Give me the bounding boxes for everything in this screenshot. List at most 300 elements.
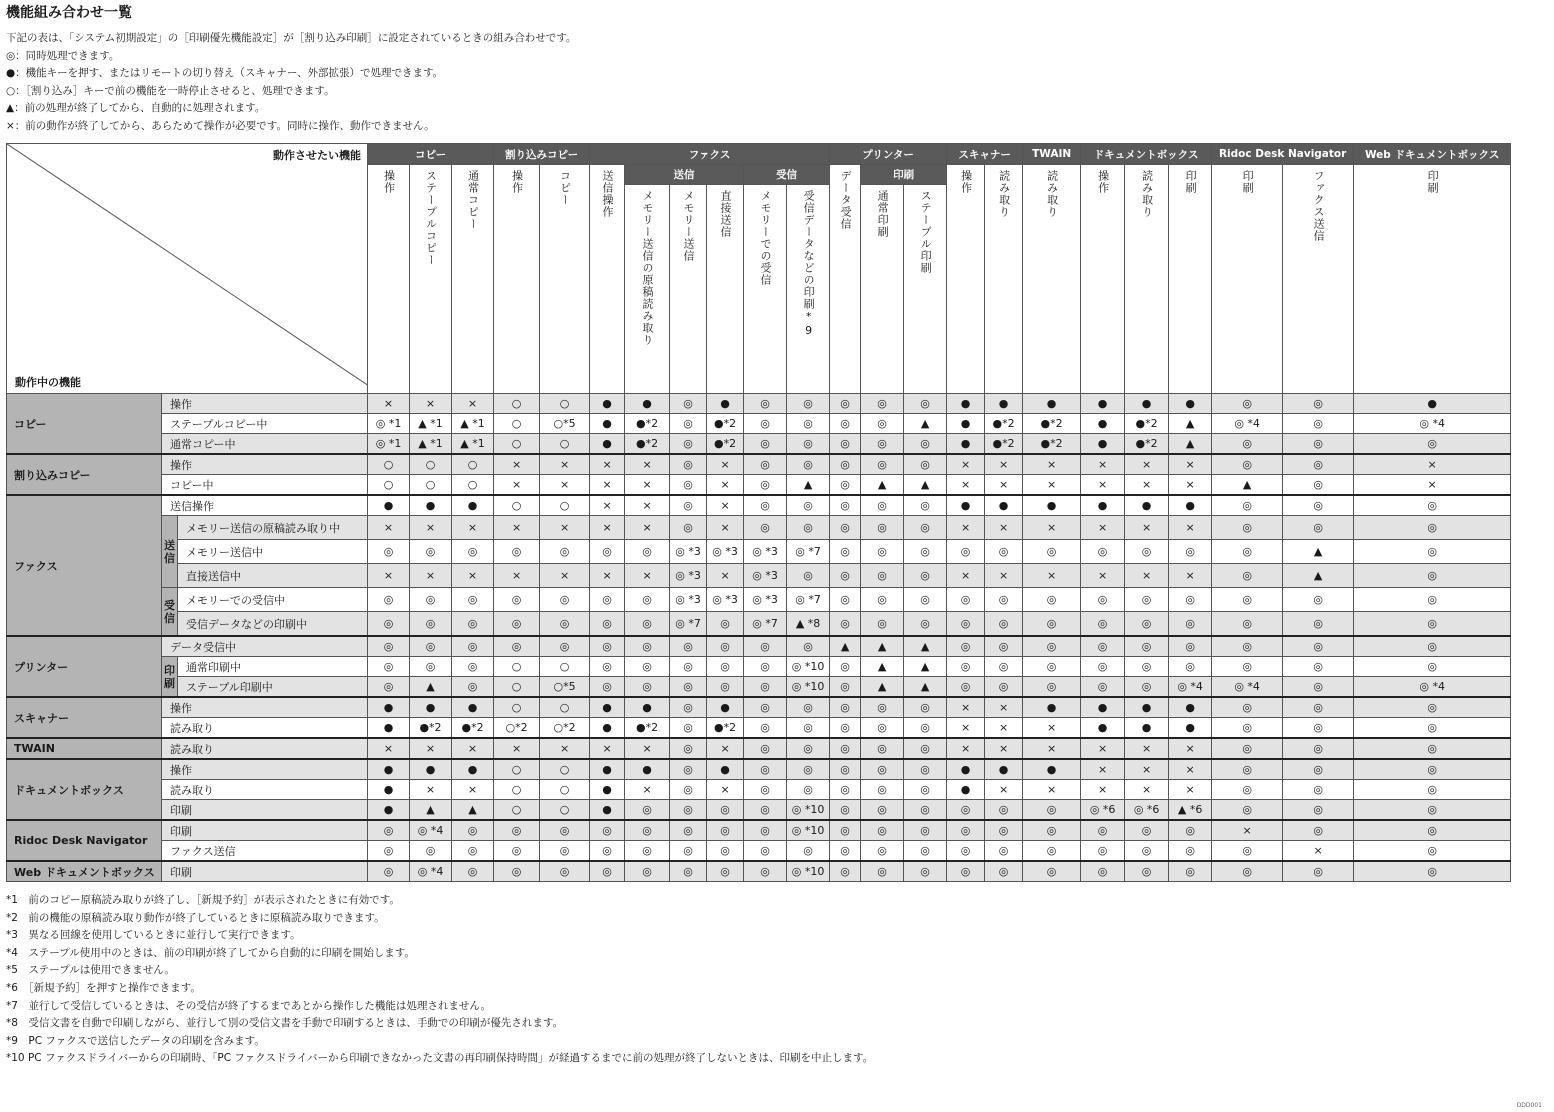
cell-value: ◎ bbox=[1081, 657, 1125, 677]
cell-value: ◎ bbox=[452, 841, 494, 862]
cell-value: ● bbox=[985, 759, 1023, 780]
cell-value: ◎ bbox=[787, 434, 830, 455]
col-header-label: 読み取り bbox=[997, 170, 1011, 218]
cell-value: ◎ bbox=[494, 820, 540, 841]
cell-value: ◎ bbox=[452, 540, 494, 564]
cell-value: × bbox=[1169, 780, 1212, 800]
cell-value: ◎ bbox=[861, 697, 904, 718]
cell-value: ◎ bbox=[1354, 738, 1511, 759]
cell-value: ●*2 bbox=[1125, 414, 1169, 434]
cell-value: ◎ bbox=[830, 495, 861, 516]
cell-value: × bbox=[947, 564, 985, 588]
table-row bbox=[7, 800, 1511, 821]
cell-value: ◎ *3 bbox=[707, 588, 744, 612]
cell-value: ◎ bbox=[1125, 540, 1169, 564]
cell-value: ○ bbox=[494, 414, 540, 434]
row-label: 直接送信中 bbox=[178, 564, 368, 588]
cell-value: × bbox=[1212, 820, 1283, 841]
cell-value: ◎ bbox=[1212, 495, 1283, 516]
cell-value: ◎ bbox=[744, 820, 787, 841]
cell-value: ◎ bbox=[625, 657, 670, 677]
cell-value: ◎ *3 bbox=[707, 540, 744, 564]
cell-value: ◎ bbox=[452, 657, 494, 677]
cell-value: ◎ *3 bbox=[744, 588, 787, 612]
cell-value: ◎ bbox=[744, 780, 787, 800]
cell-value: ◎ bbox=[1023, 800, 1081, 821]
cell-value: ◎ bbox=[1212, 800, 1283, 821]
cell-value: ◎ bbox=[540, 820, 590, 841]
row-label: 受信データなどの印刷中 bbox=[178, 612, 368, 637]
row-group-label: ドキュメントボックス bbox=[7, 759, 162, 820]
cell-value: ◎ bbox=[830, 780, 861, 800]
cell-value: ◎ bbox=[1283, 657, 1354, 677]
cell-value: × bbox=[1169, 516, 1212, 540]
cell-value: × bbox=[1081, 564, 1125, 588]
cell-value: ◎ bbox=[861, 718, 904, 739]
cell-value: × bbox=[947, 475, 985, 496]
cell-value: ◎ bbox=[744, 516, 787, 540]
table-row bbox=[7, 495, 1511, 516]
col-header-label: 読み取り bbox=[1045, 170, 1059, 218]
cell-value: ● bbox=[1081, 718, 1125, 739]
cell-value: ●*2 bbox=[625, 718, 670, 739]
cell-value: ◎ bbox=[1212, 564, 1283, 588]
cell-value: ◎ bbox=[707, 820, 744, 841]
cell-value: ●*2 bbox=[707, 414, 744, 434]
cell-value: ○ bbox=[540, 657, 590, 677]
cell-value: ● bbox=[452, 697, 494, 718]
cell-value: ◎ bbox=[830, 612, 861, 637]
cell-value: ◎ bbox=[985, 657, 1023, 677]
cell-value: × bbox=[368, 516, 410, 540]
cell-value: × bbox=[1125, 780, 1169, 800]
cell-value: × bbox=[1125, 564, 1169, 588]
cell-value: × bbox=[1169, 454, 1212, 475]
col-header-label: 読み取り bbox=[1140, 170, 1154, 218]
col-header bbox=[368, 165, 410, 394]
col-header bbox=[670, 185, 707, 394]
cell-value: ▲ bbox=[1283, 564, 1354, 588]
cell-value: ◎ bbox=[670, 434, 707, 455]
cell-value: × bbox=[707, 780, 744, 800]
row-group-label: Web ドキュメントボックス bbox=[7, 861, 162, 882]
cell-value: ◎ bbox=[861, 588, 904, 612]
col-group-web-document-box: Web ドキュメントボックス bbox=[1354, 144, 1511, 165]
cell-value: ◎ bbox=[904, 516, 947, 540]
cell-value: ◎ bbox=[1283, 588, 1354, 612]
cell-value: ◎ bbox=[1283, 820, 1354, 841]
cell-value: ◎ bbox=[830, 540, 861, 564]
cell-value: ●*2 bbox=[1023, 414, 1081, 434]
cell-value: ● bbox=[590, 759, 625, 780]
cell-value: ◎ bbox=[830, 588, 861, 612]
col-group-twain: TWAIN bbox=[1023, 144, 1081, 165]
col-header-label: 操作 bbox=[510, 170, 524, 194]
cell-value: ● bbox=[947, 434, 985, 455]
cell-value: ○ bbox=[494, 495, 540, 516]
cell-value: ●*2 bbox=[707, 718, 744, 739]
table-row bbox=[7, 677, 1511, 698]
cell-value: × bbox=[410, 780, 452, 800]
cell-value: ◎ bbox=[830, 414, 861, 434]
cell-value: ◎ bbox=[985, 841, 1023, 862]
cell-value: ◎ bbox=[904, 394, 947, 414]
table-row bbox=[7, 780, 1511, 800]
cell-value: ◎ bbox=[494, 540, 540, 564]
cell-value: ◎ bbox=[744, 495, 787, 516]
table-row bbox=[7, 394, 1511, 414]
row-group-label: ファクス bbox=[7, 495, 162, 636]
cell-value: ○ bbox=[540, 759, 590, 780]
cell-value: ◎ bbox=[1081, 540, 1125, 564]
cell-value: ▲ bbox=[904, 636, 947, 657]
cell-value: ◎ bbox=[410, 588, 452, 612]
cell-value: × bbox=[1081, 516, 1125, 540]
cell-value: × bbox=[540, 475, 590, 496]
cell-value: ▲ *8 bbox=[787, 612, 830, 637]
cell-value: ◎ bbox=[1354, 841, 1511, 862]
cell-value: × bbox=[625, 475, 670, 496]
col-header bbox=[947, 165, 985, 394]
cell-value: × bbox=[590, 475, 625, 496]
cell-value: ◎ bbox=[1283, 636, 1354, 657]
cell-value: × bbox=[1354, 454, 1511, 475]
col-subgroup-printer-print: 印刷 bbox=[861, 165, 947, 185]
cell-value: ◎ bbox=[830, 697, 861, 718]
cell-value: ●*2 bbox=[985, 414, 1023, 434]
cell-value: × bbox=[1354, 475, 1511, 496]
cell-value: ◎ bbox=[904, 434, 947, 455]
col-header-label: 印刷 bbox=[1241, 170, 1255, 194]
cell-value: ◎ bbox=[1283, 697, 1354, 718]
cell-value: ◎ bbox=[1023, 657, 1081, 677]
cell-value: ◎ bbox=[368, 540, 410, 564]
cell-value: ◎ bbox=[494, 612, 540, 637]
col-header bbox=[1023, 165, 1081, 394]
cell-value: ◎ bbox=[1212, 861, 1283, 882]
cell-value: ◎ bbox=[625, 677, 670, 698]
cell-value: ◎ *4 bbox=[1212, 414, 1283, 434]
col-header-label: 直接送信 bbox=[719, 190, 733, 238]
cell-value: ◎ bbox=[861, 612, 904, 637]
cell-value: ● bbox=[1169, 495, 1212, 516]
cell-value: ◎ bbox=[1023, 540, 1081, 564]
cell-value: × bbox=[947, 718, 985, 739]
cell-value: ◎ bbox=[787, 636, 830, 657]
col-header bbox=[494, 165, 540, 394]
cell-value: ◎ bbox=[590, 841, 625, 862]
cell-value: ◎ bbox=[625, 540, 670, 564]
cell-value: ○ bbox=[494, 780, 540, 800]
cell-value: ● bbox=[410, 697, 452, 718]
cell-value: ◎ *4 bbox=[410, 861, 452, 882]
cell-value: ● bbox=[1081, 495, 1125, 516]
cell-value: × bbox=[452, 780, 494, 800]
cell-value: ▲ *1 bbox=[452, 414, 494, 434]
col-header bbox=[540, 165, 590, 394]
cell-value: ◎ bbox=[744, 841, 787, 862]
cell-value: ◎ bbox=[1081, 588, 1125, 612]
cell-value: ◎ bbox=[985, 612, 1023, 637]
cell-value: ◎ bbox=[1283, 394, 1354, 414]
col-subgroup-fax-send: 送信 bbox=[625, 165, 744, 185]
legend-cross: ×：前の動作が終了してから、あらためて操作が必要です。同時に操作、動作できません。 bbox=[6, 119, 435, 132]
row-label: 操作 bbox=[162, 759, 368, 780]
footnote: *7 並行して受信しているときは、その受信が終了するまであとから操作した機能は処理されません。 bbox=[6, 999, 492, 1012]
col-header-label: メモリー送信 bbox=[682, 190, 696, 262]
cell-value: × bbox=[707, 454, 744, 475]
cell-value: ● bbox=[1023, 759, 1081, 780]
cell-value: ◎ bbox=[625, 820, 670, 841]
col-group-document-box: ドキュメントボックス bbox=[1081, 144, 1212, 165]
cell-value: ◎ bbox=[540, 861, 590, 882]
cell-value: ●*2 bbox=[452, 718, 494, 739]
legend-filled-circle: ●：機能キーを押す、またはリモートの切り替え（スキャナー、外部拡張）で処理できます。 bbox=[6, 67, 444, 79]
cell-value: ◎ bbox=[1125, 861, 1169, 882]
cell-value: ◎ bbox=[670, 718, 707, 739]
cell-value: ▲ *1 bbox=[452, 434, 494, 455]
cell-value: × bbox=[1125, 454, 1169, 475]
cell-value: × bbox=[1125, 738, 1169, 759]
cell-value: ● bbox=[1354, 394, 1511, 414]
cell-value: ◎ bbox=[861, 564, 904, 588]
cell-value: ◎ bbox=[830, 841, 861, 862]
row-label: ファクス送信 bbox=[162, 841, 368, 862]
col-group-printer: プリンター bbox=[830, 144, 947, 165]
cell-value: ▲ *6 bbox=[1169, 800, 1212, 821]
cell-value: ◎ bbox=[1125, 612, 1169, 637]
row-group-label: Ridoc Desk Navigator bbox=[7, 820, 162, 861]
cell-value: ◎ bbox=[1212, 394, 1283, 414]
row-subgroup-label: 受信 bbox=[162, 588, 178, 637]
cell-value: ◎ bbox=[368, 861, 410, 882]
cell-value: ◎ *1 bbox=[368, 434, 410, 455]
cell-value: ○*2 bbox=[540, 718, 590, 739]
cell-value: × bbox=[1081, 454, 1125, 475]
cell-value: ○ bbox=[540, 697, 590, 718]
cell-value: × bbox=[410, 516, 452, 540]
cell-value: × bbox=[1125, 759, 1169, 780]
cell-value: ◎ bbox=[1125, 820, 1169, 841]
cell-value: ◎ bbox=[1212, 657, 1283, 677]
cell-value: ◎ bbox=[1283, 454, 1354, 475]
cell-value: ●*2 bbox=[707, 434, 744, 455]
cell-value: ● bbox=[947, 495, 985, 516]
cell-value: ◎ bbox=[904, 738, 947, 759]
cell-value: ◎ bbox=[1169, 588, 1212, 612]
cell-value: ○ bbox=[494, 759, 540, 780]
cell-value: ◎ bbox=[410, 657, 452, 677]
cell-value: × bbox=[985, 475, 1023, 496]
row-label: データ受信中 bbox=[162, 636, 368, 657]
cell-value: ◎ bbox=[830, 394, 861, 414]
cell-value: ○ bbox=[452, 454, 494, 475]
cell-value: ▲ bbox=[1283, 540, 1354, 564]
cell-value: ◎ bbox=[1212, 697, 1283, 718]
cell-value: ◎ bbox=[744, 636, 787, 657]
cell-value: ● bbox=[947, 759, 985, 780]
cell-value: ◎ *3 bbox=[670, 588, 707, 612]
cell-value: ○ bbox=[494, 434, 540, 455]
cell-value: ◎ bbox=[744, 454, 787, 475]
cell-value: ◎ bbox=[787, 394, 830, 414]
cell-value: ○ bbox=[540, 495, 590, 516]
cell-value: × bbox=[452, 738, 494, 759]
cell-value: × bbox=[1023, 516, 1081, 540]
cell-value: ◎ bbox=[1354, 697, 1511, 718]
cell-value: ◎ *3 bbox=[670, 540, 707, 564]
cell-value: ◎ bbox=[590, 540, 625, 564]
cell-value: ●*2 bbox=[625, 434, 670, 455]
cell-value: ◎ bbox=[707, 636, 744, 657]
cell-value: ◎ bbox=[1125, 841, 1169, 862]
cell-value: ◎ bbox=[1023, 841, 1081, 862]
cell-value: ◎ bbox=[368, 657, 410, 677]
cell-value: ◎ bbox=[787, 841, 830, 862]
cell-value: ◎ bbox=[1023, 588, 1081, 612]
cell-value: ◎ bbox=[1354, 588, 1511, 612]
cell-value: ◎ bbox=[1023, 861, 1081, 882]
cell-value: ◎ bbox=[1283, 414, 1354, 434]
cell-value: ● bbox=[590, 780, 625, 800]
cell-value: ◎ bbox=[625, 800, 670, 821]
cell-value: × bbox=[1023, 780, 1081, 800]
cell-value: ◎ bbox=[1212, 454, 1283, 475]
table-body bbox=[7, 394, 1511, 882]
cell-value: ○*5 bbox=[540, 677, 590, 698]
cell-value: ● bbox=[707, 759, 744, 780]
cell-value: ◎ bbox=[830, 820, 861, 841]
cell-value: ◎ bbox=[744, 657, 787, 677]
cell-value: ◎ bbox=[830, 454, 861, 475]
cell-value: × bbox=[985, 738, 1023, 759]
cell-value: ◎ bbox=[744, 394, 787, 414]
col-header-label: データ受信 bbox=[839, 170, 853, 230]
cell-value: ◎ bbox=[861, 495, 904, 516]
cell-value: × bbox=[625, 738, 670, 759]
cell-value: × bbox=[707, 564, 744, 588]
cell-value: ◎ *4 bbox=[1354, 414, 1511, 434]
cell-value: × bbox=[707, 516, 744, 540]
cell-value: ◎ bbox=[540, 540, 590, 564]
cell-value: ◎ bbox=[1169, 612, 1212, 637]
cell-value: ◎ bbox=[707, 861, 744, 882]
table-row bbox=[7, 516, 1511, 540]
cell-value: ◎ bbox=[830, 475, 861, 496]
cell-value: ◎ bbox=[707, 677, 744, 698]
cell-value: ◎ bbox=[861, 414, 904, 434]
cell-value: ◎ bbox=[1354, 759, 1511, 780]
cell-value: ◎ bbox=[1283, 861, 1354, 882]
cell-value: × bbox=[1081, 475, 1125, 496]
cell-value: ◎ bbox=[1354, 434, 1511, 455]
cell-value: ◎ bbox=[670, 454, 707, 475]
cell-value: ◎ bbox=[861, 540, 904, 564]
row-label: メモリー送信中 bbox=[178, 540, 368, 564]
cell-value: ● bbox=[985, 495, 1023, 516]
cell-value: ◎ bbox=[985, 820, 1023, 841]
col-header-label: 操作 bbox=[382, 170, 396, 194]
cell-value: ◎ bbox=[904, 495, 947, 516]
cell-value: ◎ bbox=[947, 820, 985, 841]
cell-value: ◎ bbox=[787, 564, 830, 588]
cell-value: × bbox=[947, 516, 985, 540]
cell-value: × bbox=[1283, 841, 1354, 862]
cell-value: ◎ bbox=[744, 475, 787, 496]
cell-value: ● bbox=[1081, 434, 1125, 455]
cell-value: ◎ bbox=[1283, 434, 1354, 455]
cell-value: ▲ bbox=[452, 800, 494, 821]
cell-value: ◎ bbox=[625, 841, 670, 862]
col-header bbox=[744, 185, 787, 394]
cell-value: ◎ bbox=[1212, 434, 1283, 455]
cell-value: × bbox=[1169, 759, 1212, 780]
cell-value: ● bbox=[625, 759, 670, 780]
cell-value: ● bbox=[368, 697, 410, 718]
footnote: *6 ［新規予約］を押すと操作できます。 bbox=[6, 981, 201, 994]
row-group-label: プリンター bbox=[7, 636, 162, 697]
cell-value: ◎ bbox=[540, 588, 590, 612]
cell-value: ○ bbox=[368, 475, 410, 496]
table-row bbox=[7, 414, 1511, 434]
cell-value: × bbox=[590, 495, 625, 516]
cell-value: ◎ bbox=[830, 738, 861, 759]
row-label: 通常印刷中 bbox=[178, 657, 368, 677]
table-row bbox=[7, 861, 1511, 882]
intro-text: 下記の表は、「システム初期設定」の［印刷優先機能設定］が［割り込み印刷］に設定されているときの組み合わせです。 bbox=[6, 32, 577, 44]
table-corner bbox=[7, 144, 368, 394]
cell-value: ◎ bbox=[830, 800, 861, 821]
cell-value: × bbox=[1081, 738, 1125, 759]
cell-value: ◎ bbox=[452, 636, 494, 657]
cell-value: ◎ bbox=[947, 861, 985, 882]
cell-value: ◎ bbox=[1212, 780, 1283, 800]
row-subgroup-label: 送信 bbox=[162, 516, 178, 588]
cell-value: ◎ bbox=[1081, 612, 1125, 637]
cell-value: ◎ bbox=[1125, 677, 1169, 698]
cell-value: ◎ bbox=[670, 841, 707, 862]
cell-value: ● bbox=[625, 394, 670, 414]
col-header-label: 印刷 bbox=[1426, 170, 1440, 194]
cell-value: ◎ bbox=[1125, 636, 1169, 657]
cell-value: ◎ bbox=[744, 718, 787, 739]
cell-value: ◎ bbox=[1023, 820, 1081, 841]
cell-value: ◎ bbox=[368, 841, 410, 862]
cell-value: ◎ bbox=[1354, 516, 1511, 540]
cell-value: ◎ bbox=[1212, 636, 1283, 657]
cell-value: ◎ bbox=[590, 861, 625, 882]
cell-value: × bbox=[625, 516, 670, 540]
table-row bbox=[7, 475, 1511, 496]
cell-value: × bbox=[540, 564, 590, 588]
cell-value: ◎ bbox=[540, 636, 590, 657]
cell-value: ◎ bbox=[410, 612, 452, 637]
cell-value: ◎ bbox=[368, 677, 410, 698]
cell-value: ◎ bbox=[707, 841, 744, 862]
cell-value: ◎ bbox=[861, 800, 904, 821]
row-subgroup-label: 印刷 bbox=[162, 657, 178, 698]
cell-value: × bbox=[590, 454, 625, 475]
legend-open-circle: ○：［割り込み］キーで前の機能を一時停止させると、処理できます。 bbox=[6, 84, 335, 97]
page-title: 機能組み合わせ一覧 bbox=[6, 5, 132, 21]
cell-value: ▲ bbox=[1169, 434, 1212, 455]
cell-value: × bbox=[1169, 475, 1212, 496]
cell-value: ◎ bbox=[1212, 588, 1283, 612]
cell-value: ◎ bbox=[1081, 636, 1125, 657]
cell-value: × bbox=[494, 516, 540, 540]
corner-target-label: 動作させたい機能 bbox=[273, 149, 362, 162]
cell-value: ◎ bbox=[1212, 759, 1283, 780]
